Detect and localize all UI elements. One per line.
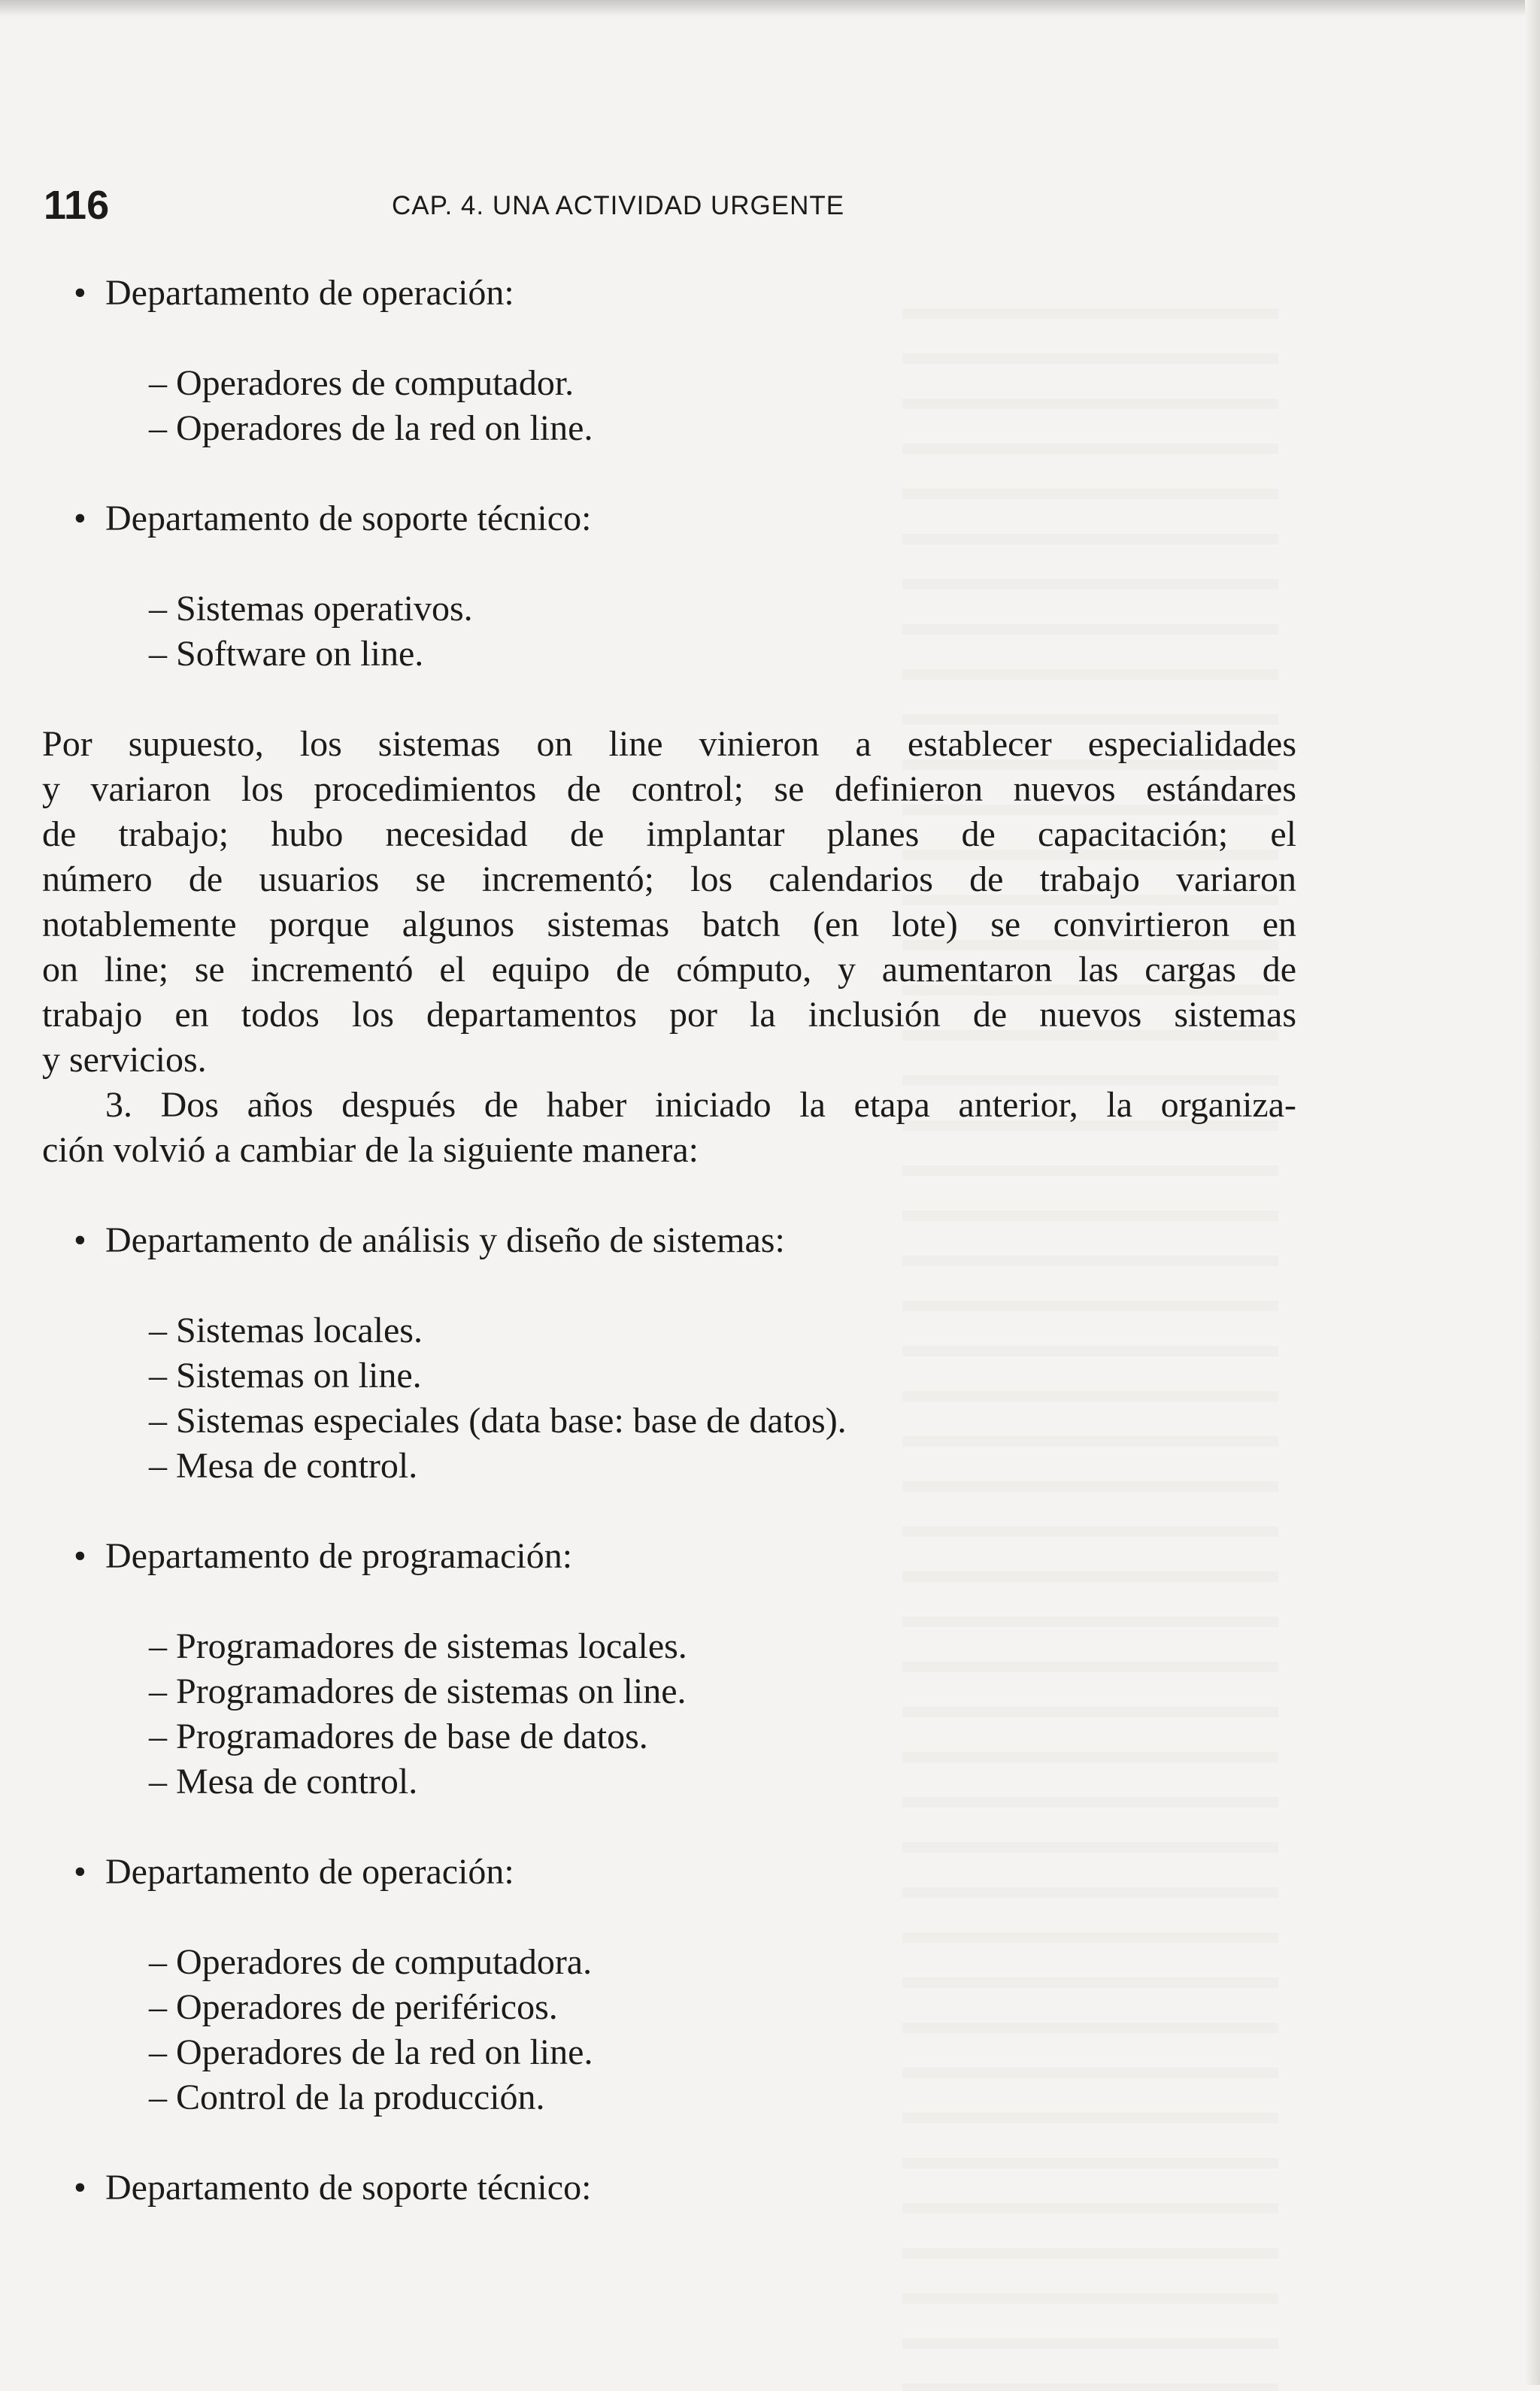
list-item: – Sistemas locales. (149, 1311, 423, 1350)
page-right-shadow (1525, 0, 1540, 2385)
list-item: – Operadores de la red on line. (149, 408, 593, 448)
list-item: – Programadores de base de datos. (149, 1717, 648, 1756)
list-item: – Programadores de sistemas on line. (149, 1671, 687, 1711)
point-3-line: ción volvió a cambiar de la siguiente manera: (42, 1130, 699, 1170)
running-head: CAP. 4. UNA ACTIVIDAD URGENTE (392, 191, 845, 220)
list-item: – Mesa de control. (149, 1446, 418, 1486)
list-item: – Operadores de periféricos. (149, 1987, 558, 2027)
list-item: – Operadores de computador. (149, 363, 574, 403)
list-item: – Sistemas especiales (data base: base de datos). (149, 1401, 847, 1441)
dept-soporte-heading: • Departamento de soporte técnico: (105, 496, 591, 541)
page-header (44, 182, 1472, 235)
paragraph-line: trabajo en todos los departamentos por la inclusión de nuevos sistemas (42, 995, 1296, 1035)
list-item: – Programadores de sistemas locales. (149, 1626, 687, 1666)
list-item: – Sistemas on line. (149, 1356, 422, 1396)
paragraph-line: y variaron los procedimientos de control; se definieron nuevos estándares (42, 769, 1296, 809)
paragraph-line: y servicios. (42, 1040, 207, 1080)
list-item: – Sistemas operativos. (149, 589, 473, 629)
page-number: 116 (44, 183, 110, 228)
dept-analisis-heading: • Departamento de análisis y diseño de sistemas: (105, 1218, 785, 1263)
dept-operacion-heading-2: • Departamento de operación: (105, 1850, 514, 1895)
paragraph-line: on line; se incrementó el equipo de cómputo, y aumentaron las cargas de (42, 950, 1296, 989)
list-item: – Mesa de control. (149, 1762, 418, 1802)
paragraph-line: de trabajo; hubo necesidad de implantar planes de capacitación; el (42, 814, 1296, 854)
dept-programacion-heading: • Departamento de programación: (105, 1534, 572, 1579)
list-item: – Operadores de la red on line. (149, 2032, 593, 2072)
list-item: – Software on line. (149, 634, 424, 674)
paragraph-line: Por supuesto, los sistemas on line vinieron a establecer especialidades (42, 724, 1296, 764)
point-3-line: 3. Dos años después de haber iniciado la etapa anterior, la organiza- (105, 1085, 1296, 1125)
page-top-shadow (0, 0, 1540, 17)
list-item: – Operadores de computadora. (149, 1942, 593, 1982)
paragraph-line: notablemente porque algunos sistemas batch (en lote) se convirtieron en (42, 905, 1296, 944)
dept-soporte-heading-2: • Departamento de soporte técnico: (105, 2165, 591, 2211)
dept-operacion-heading: • Departamento de operación: (105, 271, 514, 316)
show-through-texture (902, 286, 1278, 2391)
paragraph-line: número de usuarios se incrementó; los calendarios de trabajo variaron (42, 859, 1296, 899)
list-item: – Control de la producción. (149, 2077, 545, 2117)
